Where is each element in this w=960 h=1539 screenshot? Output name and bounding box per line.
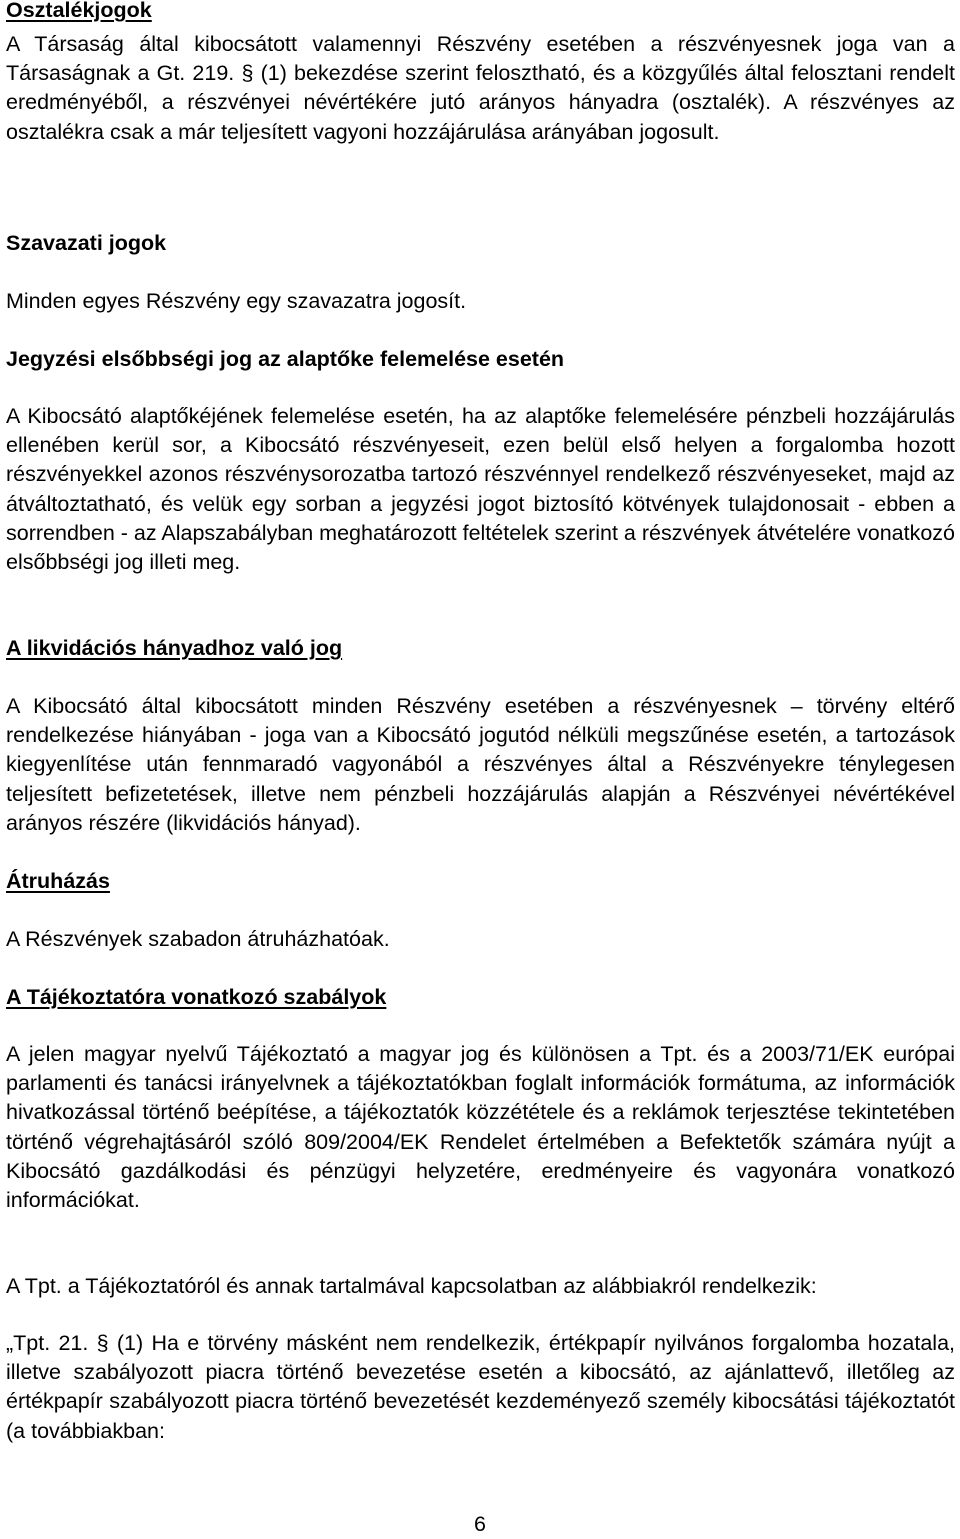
heading-voting-rights: Szavazati jogok <box>6 231 167 255</box>
paragraph-tpt-provisions: A Tpt. a Tájékoztatóról és annak tartalmával kapcsolatban az alábbiakról rendelkezik: <box>6 1274 817 1298</box>
paragraph-transfer: A Részvények szabadon átruházhatóak. <box>6 927 390 951</box>
heading-dividend-rights: Osztalékjogok <box>6 0 152 22</box>
page-number: 6 <box>474 1512 486 1536</box>
heading-liquidation-share: A likvidációs hányadhoz való jog <box>6 636 343 660</box>
paragraph-dividend-rights: A Társaság által kibocsátott valamennyi Részvény esetében a részvényesnek joga van a Társaságnak a Gt. 219. § (1) bekezdése szerint felosztható, és a közgyűlés által felosztani rendelt eredményéből, a részvényei névértékére jutó arányos hányadra (osztalék). A részvényes az osztalékra csak a már teljesített vagyoni hozzájárulása arányában jogosult. <box>6 32 955 144</box>
heading-transfer: Átruházás <box>6 869 110 893</box>
paragraph-prospectus-rules: A jelen magyar nyelvű Tájékoztató a magyar jog és különösen a Tpt. és a 2003/71/EK európai parlamenti és tanácsi irányelvnek a tájékoztatókban foglalt információk formátuma, az információk hivatkozással történő beépítése, a tájékoztatók közzététele és a reklámok terjesztése tekintetében történő végrehajtásáról szóló 809/2004/EK Rendelet értelmében a Befektetők számára nyújt a Kibocsátó gazdálkodási és pénzügyi helyzetére, eredményeire és vagyonára vonatkozó információkat. <box>6 1042 955 1213</box>
paragraph-preemption-rights: A Kibocsátó alaptőkéjének felemelése esetén, ha az alaptőke felemelésére pénzbeli hozzájárulás ellenében kerül sor, a Kibocsátó részvényeseit, ezen belül első helyen a forgalomba hozott részvényekkel azonos részvénysorozatba tartozó részvénnyel rendelkező részvényeseket, majd az átváltoztatható, és velük egy sorban a jegyzési jogot biztosító kötvények tulajdonosait - ebben a sorrendben - az Alapszabályban meghatározott feltételek szerint a részvények átvételére vonatkozó elsőbbségi jog illeti meg. <box>6 404 955 575</box>
paragraph-tpt-quote: „Tpt. 21. § (1) Ha e törvény másként nem rendelkezik, értékpapír nyilvános forgalomba hozatala, illetve szabályozott piacra történő bevezetése esetén a kibocsátó, az ajánlattevő, illetőleg az értékpapír szabályozott piacra történő bevezetését kezdeményező személy kibocsátási tájékoztatót (a továbbiakban: <box>6 1331 955 1443</box>
paragraph-voting-rights: Minden egyes Részvény egy szavazatra jogosít. <box>6 289 467 313</box>
paragraph-liquidation-share: A Kibocsátó által kibocsátott minden Részvény esetében a részvényesnek – törvény eltérő rendelkezése hiányában - joga van a Kibocsátó jogutód nélküli megszűnése esetén, a tartozások kiegyenlítése után fennmaradó vagyonából a részvényes által a Részvényekre ténylegesen teljesített befizetetések, illetve nem pénzbeli hozzájárulás alapján a Részvényei névértékével arányos részére (likvidációs hányad). <box>6 694 955 835</box>
heading-preemption-rights: Jegyzési elsőbbségi jog az alaptőke felemelése esetén <box>6 347 565 371</box>
heading-prospectus-rules: A Tájékoztatóra vonatkozó szabályok <box>6 985 387 1009</box>
